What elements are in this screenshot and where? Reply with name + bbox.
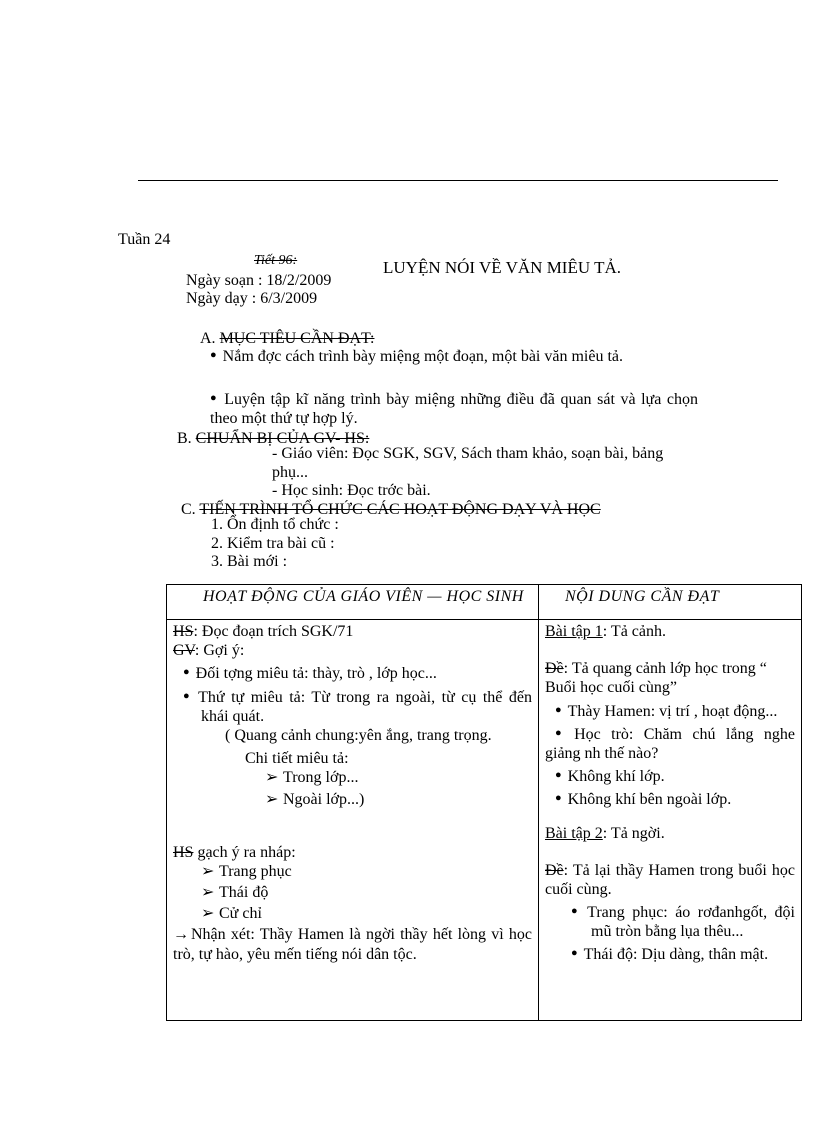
bullet-icon: ● [555, 769, 562, 782]
exercise-2-task: Đề: Tả lại thầy Hamen trong buổi học cuối cùng. [545, 861, 795, 898]
right-content-cell [539, 620, 802, 1021]
header-content: NỘI DUNG CẦN ĐẠT [539, 585, 802, 620]
section-b-teacher: - Giáo viên: Đọc SGK, SGV, Sách tham khảo, soạn bài, bảng phụ... [272, 445, 664, 482]
bullet-icon: ● [210, 392, 219, 404]
section-a-item-1: ● Nắm đợc cách trình bày miệng một đoạn, một bài văn miêu tả. [210, 348, 624, 365]
exercise-1-item-3: ● Không khí lớp. [555, 768, 665, 786]
arrow-bullet-icon: ➢ [265, 769, 279, 787]
arrow-bullet-icon: ➢ [265, 790, 279, 808]
exercise-2-item-2: ● Thái độ: Dịu dàng, thân mật. [571, 946, 769, 964]
detail-item-2: ➢ Ngoài lớp...) [265, 790, 365, 808]
section-b-student: - Học sinh: Đọc trớc bài. [272, 482, 431, 499]
section-a-heading: A. MỤC TIÊU CẦN ĐẠT: [200, 330, 375, 347]
conclusion: → Nhận xét: Thầy Hamen là ngời thầy hết lòng vì học trò, tự hào, yêu mến tiếng nói dân tộc. [173, 926, 532, 963]
date-taught: Ngày dạy : 6/3/2009 [186, 290, 318, 307]
exercise-1-task: Đề: Tả quang cảnh lớp học trong “ Buổi học cuối cùng” [545, 660, 767, 697]
step-2: 2. Kiểm tra bài cũ : [211, 535, 335, 552]
bullet-icon: ● [183, 689, 193, 702]
arrow-bullet-icon: ➢ [201, 905, 215, 923]
left-activity-cell [167, 620, 539, 1021]
bullet-icon: ● [555, 703, 562, 716]
right-arrow-icon: → [173, 926, 189, 944]
header-teacher-student: HOẠT ĐỘNG CỦA GIÁO VIÊN — HỌC SINH [167, 585, 539, 620]
exercise-1-item-1: ● Thày Hamen: vị trí , hoạt động... [555, 702, 778, 720]
detail-title: Chi tiết miêu tả: [245, 750, 349, 768]
section-a-item-2: ● Luyện tập kĩ năng trình bày miệng những điều đã quan sát và lựa chọn theo một thứ tự hợp lý. [210, 391, 698, 428]
bullet-icon: ● [571, 905, 582, 918]
top-horizontal-rule [138, 180, 778, 181]
draft-item-1: ➢ Trang phục [201, 862, 292, 880]
gv-hint-line: GV: Gợi ý: [173, 642, 245, 660]
section-c-heading: C. TIẾN TRÌNH TỔ CHỨC CÁC HOẠT ĐỘNG DẠY VÀ HỌC [181, 501, 601, 518]
exercise-1-title: Bài tập 1: Tả cảnh. [545, 623, 666, 640]
section-b-heading: B. CHUẨN BỊ CỦA GV- HS: [177, 430, 370, 447]
draft-item-2: ➢ Thái độ [201, 884, 269, 902]
hint-bullet-1: ● Đối tợng miêu tả: thày, trò , lớp học... [183, 665, 437, 683]
hs-draft-line: HS gạch ý ra nháp: [173, 843, 296, 861]
hint-bullet-2: ● Thứ tự miêu tả: Từ trong ra ngoài, từ cụ thể đến khái quát. [183, 688, 532, 725]
lesson-title: LUYỆN NÓI VỀ VĂN MIÊU TẢ. [383, 258, 621, 277]
bullet-icon: ● [210, 349, 217, 361]
exercise-1-item-2: ● Học trò: Chăm chú lắng nghe giảng nh thế nào? [545, 725, 795, 762]
date-prepared: Ngày soạn : 18/2/2009 [186, 272, 332, 289]
lesson-period: Tiết 96: [254, 253, 298, 268]
arrow-bullet-icon: ➢ [201, 884, 215, 902]
arrow-bullet-icon: ➢ [201, 862, 215, 880]
draft-item-3: ➢ Cử chỉ [201, 905, 262, 923]
bullet-icon: ● [183, 666, 190, 679]
step-1: 1. Ổn định tổ chức : [211, 516, 339, 533]
week-label: Tuần 24 [118, 231, 171, 248]
bullet-icon: ● [555, 726, 569, 739]
bullet-icon: ● [555, 792, 562, 805]
detail-item-1: ➢ Trong lớp... [265, 769, 359, 787]
hs-read-line: HS: Đọc đoạn trích SGK/71 [173, 623, 354, 640]
exercise-2-title: Bài tập 2: Tả ngời. [545, 824, 665, 842]
activity-table [166, 584, 802, 1021]
exercise-2-item-1: ● Trang phục: áo rơđanhgốt, đội mũ tròn bằng lụa thêu... [571, 904, 795, 941]
step-3: 3. Bài mới : [211, 553, 288, 570]
bullet-icon: ● [571, 947, 578, 960]
exercise-1-item-4: ● Không khí bên ngoài lớp. [555, 791, 732, 809]
overview-note: ( Quang cảnh chung:yên ắng, trang trọng. [225, 726, 492, 744]
